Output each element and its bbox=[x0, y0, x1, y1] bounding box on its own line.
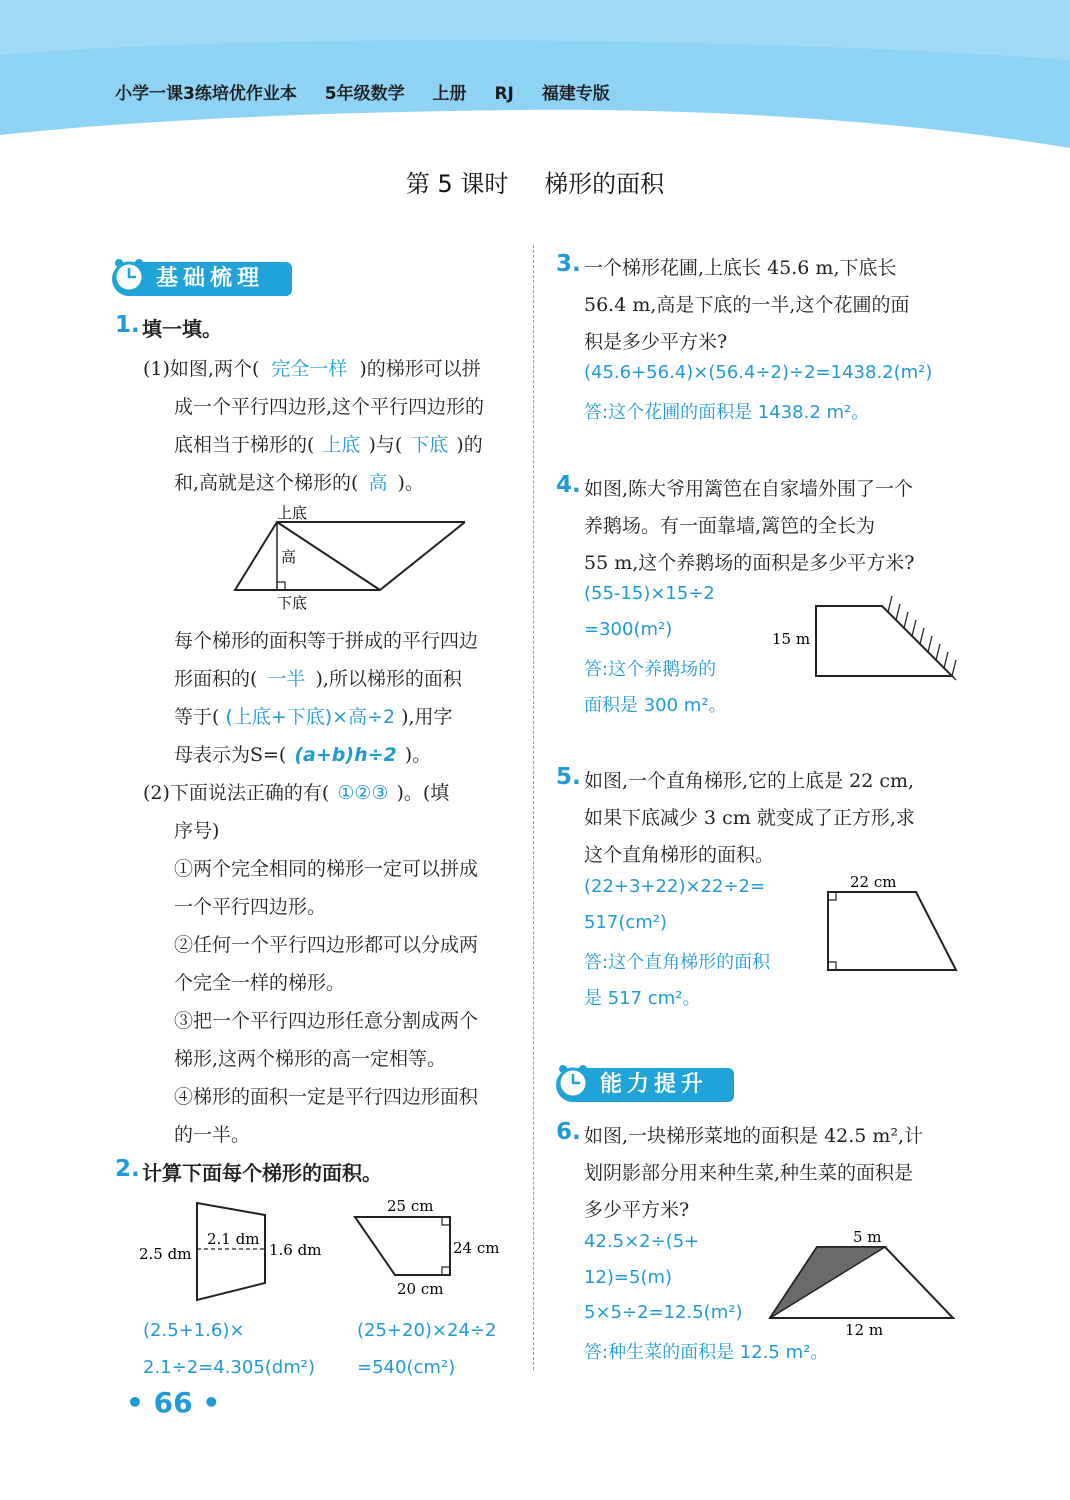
fig2-right-label: 24 cm bbox=[453, 1239, 500, 1257]
statement-3a: ③把一个平行四边形任意分割成两个 bbox=[174, 1010, 479, 1032]
answer-blank: ①②③ bbox=[337, 782, 389, 804]
q6-answer3: 5×5÷2=12.5(m²) bbox=[584, 1302, 743, 1323]
q5-number: 5. bbox=[556, 764, 581, 790]
statement-2a: ②任何一个平行四边形都可以分成两 bbox=[174, 934, 479, 956]
q1-p2-line1: (2)下面说法正确的有( ①②③ )。(填 bbox=[143, 782, 450, 804]
q4-answer2: =300(m²) bbox=[584, 619, 673, 640]
section-basic-label: 基础梳理 bbox=[156, 266, 265, 291]
q1-p1-line4: 和,高就是这个梯形的( 高 )。 bbox=[174, 472, 424, 494]
q2-heading: 计算下面每个梯形的面积。 bbox=[142, 1161, 382, 1185]
header-edition: RJ bbox=[494, 84, 514, 104]
q3-answer1: (45.6+56.4)×(56.4÷2)÷2=1438.2(m²) bbox=[584, 362, 933, 383]
q5-line2: 如果下底减少 3 cm 就变成了正方形,求 bbox=[584, 807, 915, 829]
statement-2b: 个完全一样的梯形。 bbox=[174, 972, 346, 994]
q4-figure-goose-pen bbox=[770, 582, 960, 692]
lesson-topic: 梯形的面积 bbox=[544, 170, 665, 198]
q6-line3: 多少平方米? bbox=[584, 1199, 690, 1221]
statement-4b: 的一半。 bbox=[174, 1124, 251, 1146]
q6-line2: 划阴影部分用来种生菜,种生菜的面积是 bbox=[584, 1162, 914, 1184]
fig2-bottom-label: 20 cm bbox=[397, 1280, 444, 1298]
q2-figure-2 bbox=[345, 1195, 520, 1300]
q6-answer2: 12)=5(m) bbox=[584, 1267, 673, 1288]
q6-fig-bottom-label: 12 m bbox=[845, 1321, 884, 1339]
answer-blank: 一半 bbox=[267, 668, 306, 690]
q5-line3: 这个直角梯形的面积。 bbox=[584, 844, 775, 866]
header-region: 福建专版 bbox=[541, 84, 610, 104]
answer-blank: 上底 bbox=[322, 434, 361, 456]
q5-answer4: 是 517 cm²。 bbox=[584, 988, 701, 1009]
answer-blank: 完全一样 bbox=[271, 358, 348, 380]
q1-p1-line8: 母表示为S=( (a+b)h÷2 )。 bbox=[174, 744, 432, 766]
q5-answer2: 517(cm²) bbox=[584, 912, 668, 933]
section-badge-basic bbox=[112, 262, 292, 296]
answer-blank: (a+b)h÷2 bbox=[294, 744, 397, 766]
q6-line1: 如图,一块梯形菜地的面积是 42.5 m²,计 bbox=[584, 1125, 924, 1147]
q5-fig-label: 22 cm bbox=[850, 873, 897, 891]
fig-label-bottom: 下底 bbox=[277, 594, 308, 612]
q3-line1: 一个梯形花圃,上底长 45.6 m,下底长 bbox=[584, 257, 897, 279]
statement-3b: 梯形,这两个梯形的高一定相等。 bbox=[174, 1048, 447, 1070]
q1-p1-line3: 底相当于梯形的( 上底 )与( 下底 )的 bbox=[174, 434, 483, 456]
header-grade: 5年级数学 bbox=[324, 84, 405, 104]
q1-figure-parallelogram bbox=[225, 500, 465, 615]
statement-4a: ④梯形的面积一定是平行四边形面积 bbox=[174, 1086, 479, 1108]
q6-fig-top-label: 5 m bbox=[853, 1228, 882, 1246]
q3-line2: 56.4 m,高是下底的一半,这个花圃的面 bbox=[584, 294, 910, 316]
fig1-mid-label: 2.1 dm bbox=[207, 1230, 260, 1248]
alarm-clock-icon bbox=[110, 256, 148, 294]
fig1-left-label: 2.5 dm bbox=[139, 1245, 192, 1263]
header-info bbox=[115, 79, 632, 104]
q2-answer1-line1: (2.5+1.6)× bbox=[143, 1320, 245, 1341]
lesson-number: 第 5 课时 bbox=[405, 170, 509, 198]
section-advanced-label: 能力提升 bbox=[600, 1072, 709, 1097]
header-series: 小学一课3练培优作业本 bbox=[115, 84, 297, 104]
fig-label-top: 上底 bbox=[277, 504, 308, 522]
q4-line1: 如图,陈大爷用篱笆在自家墙外围了一个 bbox=[584, 478, 914, 500]
q4-answer1: (55-15)×15÷2 bbox=[584, 583, 715, 604]
q3-number: 3. bbox=[556, 251, 581, 277]
q2-answer2-line2: =540(cm²) bbox=[357, 1357, 456, 1378]
statement-1b: 一个平行四边形。 bbox=[174, 896, 327, 918]
q5-figure-right-trapezoid bbox=[820, 870, 965, 975]
q5-line1: 如图,一个直角梯形,它的上底是 22 cm, bbox=[584, 770, 915, 792]
page-number: • 66 • bbox=[126, 1386, 221, 1419]
q4-answer3: 答:这个养鹅场的 bbox=[584, 659, 717, 680]
q4-number: 4. bbox=[556, 472, 581, 498]
q4-line2: 养鹅场。有一面靠墙,篱笆的全长为 bbox=[584, 515, 876, 537]
q1-p1-line1: (1)如图,两个( 完全一样 )的梯形可以拼 bbox=[143, 358, 481, 380]
section-badge-advanced bbox=[556, 1068, 734, 1102]
q4-line3: 55 m,这个养鹅场的面积是多少平方米? bbox=[584, 552, 915, 574]
alarm-clock-icon bbox=[554, 1062, 592, 1100]
q3-answer2: 答:这个花圃的面积是 1438.2 m²。 bbox=[584, 402, 870, 423]
fig2-top-label: 25 cm bbox=[387, 1197, 434, 1215]
page-title bbox=[0, 164, 1070, 199]
q6-answer4: 答:种生菜的面积是 12.5 m²。 bbox=[584, 1342, 829, 1363]
q2-figure-1 bbox=[135, 1195, 335, 1310]
q6-answer1: 42.5×2÷(5+ bbox=[584, 1231, 700, 1252]
q4-fig-label: 15 m bbox=[772, 630, 811, 648]
q2-answer1-line2: 2.1÷2=4.305(dm²) bbox=[143, 1357, 315, 1378]
q6-figure-vegetable-plot bbox=[765, 1225, 965, 1340]
q2-number: 2. bbox=[115, 1156, 140, 1182]
q1-heading: 填一填。 bbox=[142, 317, 222, 341]
q5-answer1: (22+3+22)×22÷2= bbox=[584, 876, 766, 897]
q1-p1-line7: 等于( (上底+下底)×高÷2 ),用字 bbox=[174, 706, 453, 728]
q1-p1-line5: 每个梯形的面积等于拼成的平行四边 bbox=[174, 630, 479, 652]
q3-line3: 积是多少平方米? bbox=[584, 331, 728, 353]
column-divider bbox=[533, 245, 534, 1370]
q6-number: 6. bbox=[556, 1119, 581, 1145]
q5-answer3: 答:这个直角梯形的面积 bbox=[584, 952, 771, 973]
q1-number: 1. bbox=[115, 312, 140, 338]
q1-p2-line2: 序号) bbox=[174, 820, 220, 842]
q4-answer4: 面积是 300 m²。 bbox=[584, 695, 727, 716]
q2-answer2-line1: (25+20)×24÷2 bbox=[357, 1320, 497, 1341]
q1-p1-line6: 形面积的( 一半 ),所以梯形的面积 bbox=[174, 668, 462, 690]
answer-blank: 高 bbox=[368, 472, 388, 494]
header-volume: 上册 bbox=[432, 84, 467, 104]
answer-blank: (上底+下底)×高÷2 bbox=[225, 706, 396, 728]
fig1-right-label: 1.6 dm bbox=[269, 1241, 322, 1259]
q1-p1-line2: 成一个平行四边形,这个平行四边形的 bbox=[174, 396, 485, 418]
statement-1a: ①两个完全相同的梯形一定可以拼成 bbox=[174, 858, 479, 880]
fig-label-height: 高 bbox=[281, 548, 297, 566]
answer-blank: 下底 bbox=[410, 434, 449, 456]
